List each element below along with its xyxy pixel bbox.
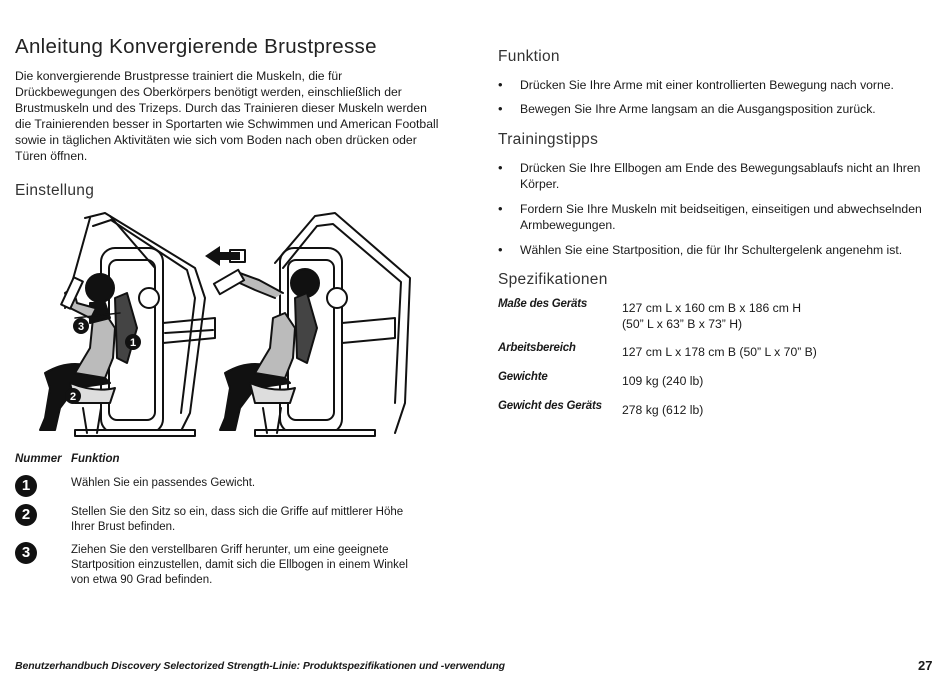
intro-line: Brustmuskeln und des Trizeps. Durch das Trainieren dieser Muskeln werden [15, 101, 427, 115]
funktion-bullet [498, 77, 938, 93]
bullet-line: Bewegen Sie Ihre Arme langsam an die Ausgangsposition zurück. [520, 102, 876, 116]
spezifikationen-heading: Spezifikationen [498, 271, 608, 288]
trainingstipps-bullet [498, 160, 938, 192]
funktion-bullet [498, 101, 938, 117]
page-title: Anleitung Konvergierende Brustpresse [15, 35, 377, 58]
spec-value-line: (50” L x 63” B x 73” H) [622, 317, 743, 331]
step-line: von etwa 90 Grad befinden. [71, 574, 213, 586]
step-number-badge: 3 [15, 542, 37, 564]
svg-text:1: 1 [129, 337, 137, 349]
bullet-line: Drücken Sie Ihre Arme mit einer kontrollierten Bewegung nach vorne. [520, 78, 894, 92]
step-line: Wählen Sie ein passendes Gewicht. [71, 477, 256, 489]
spec-label: Gewichte [498, 371, 548, 383]
trainingstipps-bullet [498, 201, 938, 233]
footer-text: Benutzerhandbuch Discovery Selectorized Strength-Linie: Produktspezifikationen und -verwendung [15, 660, 505, 672]
bullet-icon: • [498, 77, 503, 92]
step-2-text [71, 505, 426, 535]
page-number: 27 [918, 658, 933, 673]
spec-value-line: 109 kg (240 lb) [622, 374, 704, 388]
step-number-badge: 2 [15, 504, 37, 526]
einstellung-heading: Einstellung [15, 182, 95, 199]
spec-value-line: 127 cm L x 178 cm B (50” L x 70” B) [622, 345, 817, 359]
bullet-icon: • [498, 201, 503, 216]
table-header-function: Funktion [71, 453, 120, 465]
callout-3 [73, 318, 89, 334]
intro-line: Drückbewegungen des Oberkörpers benötigt werden, einschließlich der [15, 85, 402, 99]
bullet-line: Drücken Sie Ihre Ellbogen am Ende des Bewegungsablaufs nicht an Ihren [520, 161, 921, 175]
bullet-line: Körper. [520, 177, 560, 191]
trainingstipps-heading: Trainingstipps [498, 131, 599, 148]
intro-line: Türen öffnen. [15, 149, 88, 163]
step-number-badge: 1 [15, 475, 37, 497]
step-line: Startposition einzustellen, damit sich die Ellbogen in einem Winkel [71, 559, 408, 571]
trainingstipps-bullet [498, 242, 938, 258]
step-3-text [71, 543, 426, 588]
spec-label: Arbeitsbereich [498, 342, 576, 354]
bullet-line: Wählen Sie eine Startposition, die für Ihr Schultergelenk angenehm ist. [520, 243, 903, 257]
svg-text:2: 2 [69, 391, 77, 403]
bullet-icon: • [498, 160, 503, 175]
callout-2 [65, 388, 81, 404]
bullet-icon: • [498, 101, 503, 116]
step-1-text [71, 476, 426, 491]
bullet-line: Armbewegungen. [520, 218, 616, 232]
svg-text:3: 3 [77, 321, 85, 333]
spec-value-line: 127 cm L x 160 cm B x 186 cm H [622, 301, 802, 315]
chest-press-illustration [15, 208, 435, 443]
intro-line: sowie in täglichen Aktivitäten wie sich vom Boden nach oben drücken oder [15, 133, 417, 147]
funktion-heading: Funktion [498, 48, 560, 65]
spec-value [622, 344, 817, 360]
spec-label: Gewicht des Geräts [498, 400, 602, 412]
spec-value [622, 402, 703, 418]
spec-value [622, 300, 801, 332]
bullet-line: Fordern Sie Ihre Muskeln mit beidseitigen, einseitigen und abwechselnden [520, 202, 922, 216]
step-line: Ihrer Brust befinden. [71, 521, 176, 533]
spec-value-line: 278 kg (612 lb) [622, 403, 704, 417]
intro-paragraph [15, 68, 460, 164]
intro-line: die Trainierenden besser in Sportarten wie Schwimmen und American Football [15, 117, 439, 131]
bullet-icon: • [498, 242, 503, 257]
intro-line: Die konvergierende Brustpresse trainiert die Muskeln, die für [15, 69, 343, 83]
table-header-number: Nummer [15, 453, 62, 465]
spec-label: Maße des Geräts [498, 298, 588, 310]
spec-value [622, 373, 703, 389]
step-line: Ziehen Sie den verstellbaren Griff herunter, um eine geeignete [71, 544, 389, 556]
callout-1 [125, 334, 141, 350]
step-line: Stellen Sie den Sitz so ein, dass sich die Griffe auf mittlerer Höhe [71, 506, 404, 518]
